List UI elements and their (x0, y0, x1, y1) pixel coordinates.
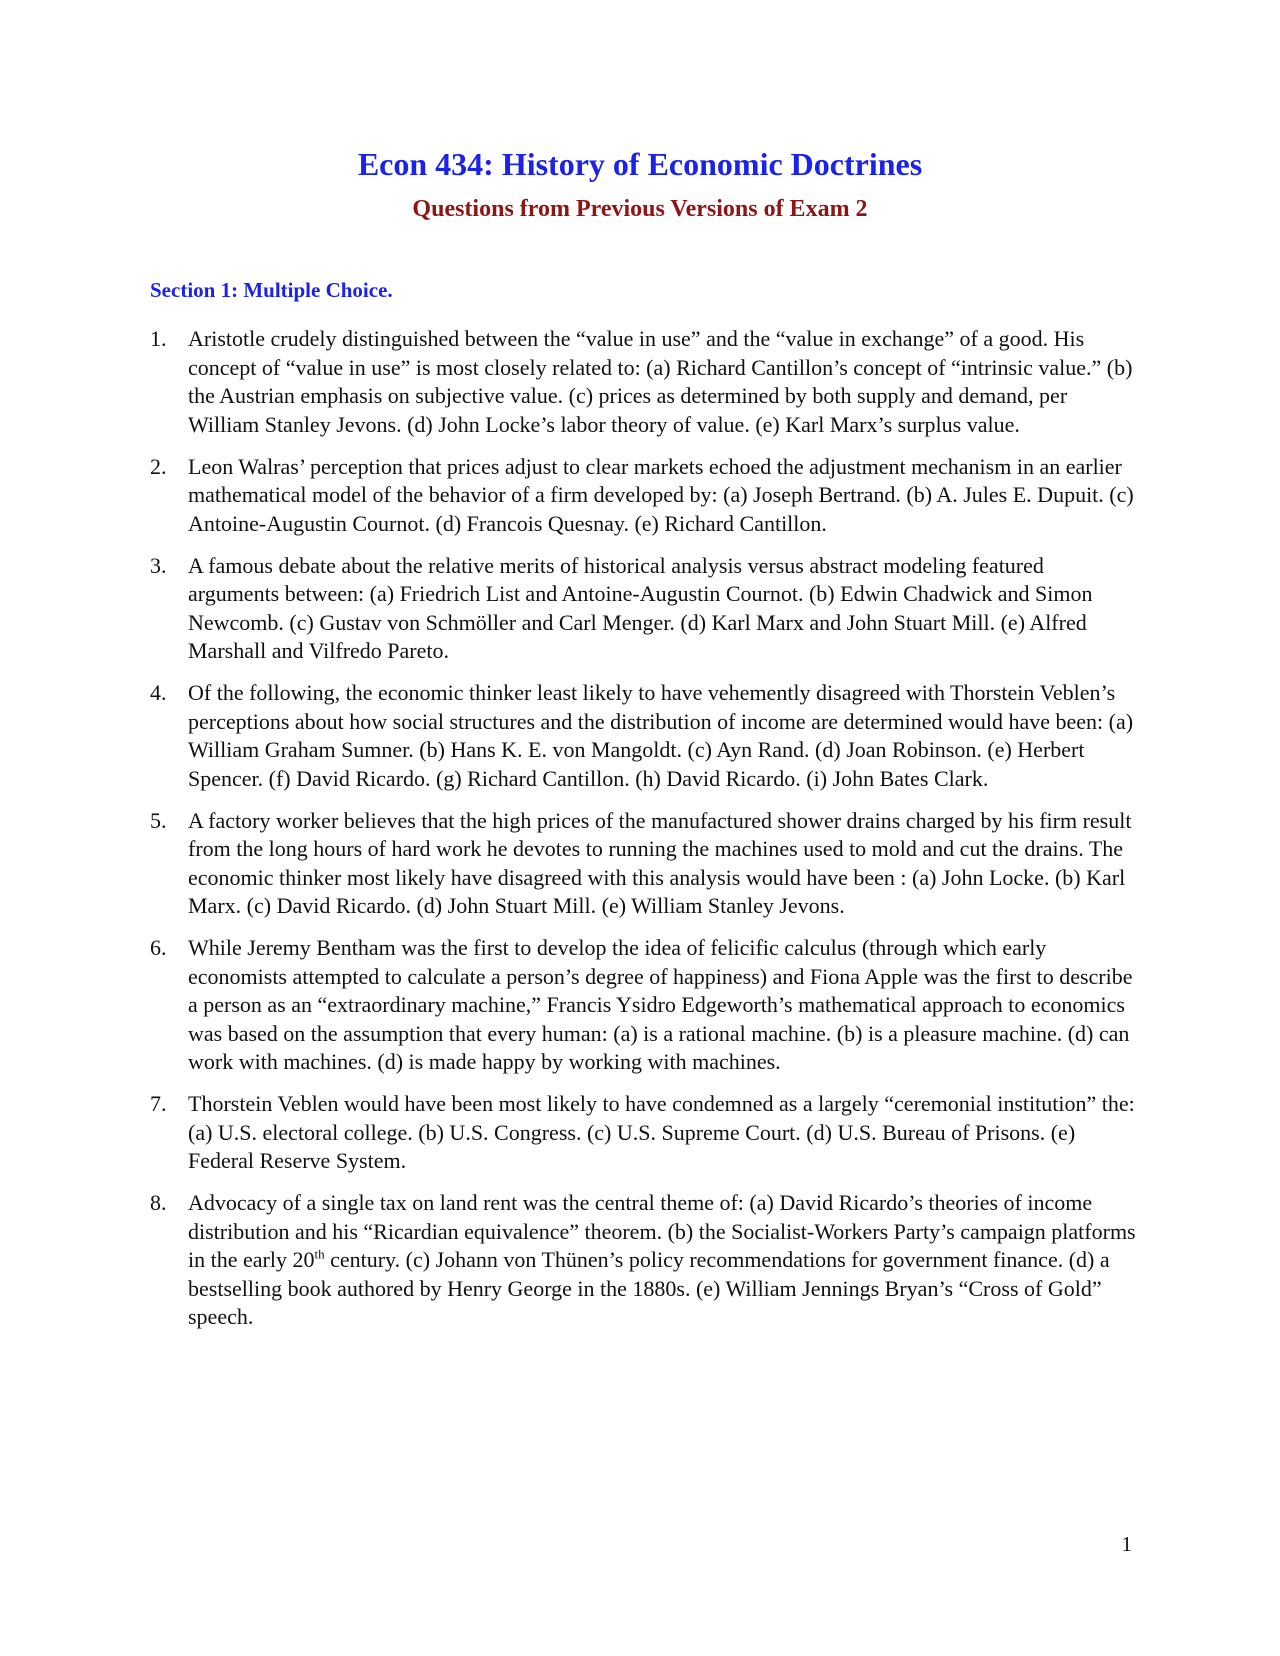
question-number: 7. (150, 1091, 167, 1116)
question-text: A famous debate about the relative merits of historical analysis versus abstract modeling featured arguments between: (a) Friedrich List and Antoine-Augustin Cournot. (b) Edwin Chadwick and Simon Newcomb. (c) Gustav von Schmöller and Carl Menger. (d) Karl Marx and John Stuart Mill. (e) Alfred Marshall and Vilfredo Pareto. (188, 552, 1093, 663)
question-text: Of the following, the economic thinker least likely to have vehemently disagreed with Thorstein Veblen’s perceptions about how social structures and the distribution of income are determined would have been: (a) William Graham Sumner. (b) Hans K. E. von Mangoldt. (c) Ayn Rand. (d) Joan Robinson. (e) Herbert Spencer. (f) David Ricardo. (g) Richard Cantillon. (h) David Ricardo. (i) John Bates Clark. (188, 680, 1134, 791)
question-number: 6. (150, 935, 167, 960)
question-number: 2. (150, 453, 167, 479)
page-number: 1 (1121, 1532, 1132, 1556)
ordinal-superscript: th (314, 1246, 325, 1262)
question-number: 4. (150, 680, 167, 705)
question-5 (150, 807, 1140, 921)
question-7 (150, 1090, 1140, 1176)
section-heading: Section 1: Multiple Choice. (150, 278, 393, 302)
document-title: Econ 434: History of Economic Doctrines (357, 146, 923, 182)
document-subtitle: Questions from Previous Versions of Exam 2 (412, 196, 868, 222)
question-text: While Jeremy Bentham was the first to develop the idea of felicific calculus (through which early economists attempted to calculate a person’s degree of happiness) and Fiona Apple was the first to describe a person as an “extraordinary machine,” Francis Ysidro Edgeworth’s mathematical approach to economics was based on the assumption that every human: (a) is a rational machine. (b) is a pleasure machine. (d) can work with machines. (d) is made happy by working with machines. (188, 935, 1133, 1074)
question-text: Thorstein Veblen would have been most likely to have condemned as a largely “ceremonial institution” the: (a) U.S. electoral college. (b) U.S. Congress. (c) U.S. Supreme Court. (d) U.S. Bureau of Prisons. (e) Federal Reserve System. (188, 1091, 1135, 1173)
question-1 (150, 325, 1140, 439)
question-text (188, 1189, 1140, 1332)
question-text: A factory worker believes that the high prices of the manufactured shower drains charged by his firm result from the long hours of hard work he devotes to running the machines used to mold and cut the drains. The economic thinker most likely have disagreed with this analysis would have been : (a) John Locke. (b) Karl Marx. (c) David Ricardo. (d) John Stuart Mill. (e) William Stanley Jevons. (188, 807, 1132, 918)
question-number: 8. (150, 1190, 167, 1215)
question-2 (150, 453, 1140, 539)
question-number: 5. (150, 807, 167, 833)
question-number: 3. (150, 552, 167, 578)
question-3 (150, 552, 1140, 666)
question-text-part-1: Advocacy of a single tax on land rent was the central theme of: (a) David Ricardo’s theories of income distribution and his “Ricardian equivalence” theorem. (b) the Socialist-Workers Party’s campaign platforms in the early 20 (188, 1190, 1136, 1272)
question-text: Aristotle crudely distinguished between the “value in use” and the “value in exchange” of a good. His concept of “value in use” is most closely related to: (a) Richard Cantillon’s concept of “intrinsic value.” (b) the Austrian emphasis on subjective value. (c) prices as determined by both supply and demand, per William Stanley Jevons. (d) John Locke’s labor theory of value. (e) Karl Marx’s surplus value. (188, 326, 1133, 437)
question-6 (150, 934, 1140, 1077)
question-list (150, 325, 1140, 1345)
question-text: Leon Walras’ perception that prices adjust to clear markets echoed the adjustment mechanism in an earlier mathematical model of the behavior of a firm developed by: (a) Joseph Bertrand. (b) A. Jules E. Dupuit. (c) Antoine-Augustin Cournot. (d) Francois Quesnay. (e) Richard Cantillon. (188, 453, 1134, 536)
question-4 (150, 679, 1140, 793)
question-8 (150, 1189, 1140, 1332)
question-number: 1. (150, 326, 167, 351)
question-text-part-2: century. (c) Johann von Thünen’s policy recommendations for government finance. (d) a bestselling book authored by Henry George in the 1880s. (e) William Jennings Bryan’s “Cross of Gold” speech. (188, 1247, 1110, 1329)
